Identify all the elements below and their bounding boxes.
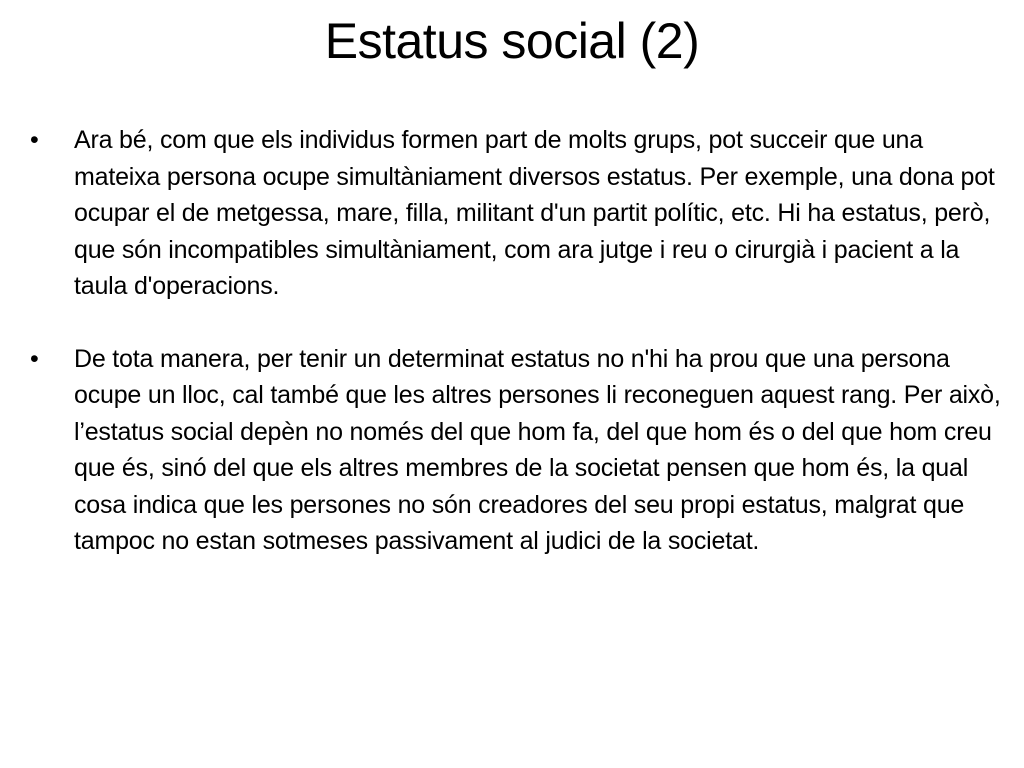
bullet-text: Ara bé, com que els individus formen part de molts grups, pot succeir que una mateixa persona ocupe simultàniament diversos estatus. Per exemple, una dona pot ocupar el de metgessa, mare, filla, militant d'un partit polític, etc. Hi ha estatus, però, que són incompatibles simultàniament, com ara jutge i reu o cirurgià i pacient a la taula d'operacions. xyxy=(74,126,995,300)
slide-title: Estatus social (2) xyxy=(324,13,700,69)
bullet-item-1 xyxy=(30,122,1010,305)
bullet-text: De tota manera, per tenir un determinat estatus no n'hi ha prou que una persona ocupe un lloc, cal també que les altres persones li reconeguen aquest rang. Per això, l’estatus social depèn no només del que hom fa, del que hom és o del que hom creu que és, sinó del que els altres membres de la societat pensen que hom és, la qual cosa indica que les persones no són creadores del seu propi estatus, malgrat que tampoc no estan sotmeses passivament al judici de la societat. xyxy=(74,344,1001,555)
bullet-list xyxy=(30,122,1010,560)
bullet-point-icon: • xyxy=(30,126,39,154)
bullet-point-icon: • xyxy=(30,344,39,373)
bullet-item-2 xyxy=(30,341,1010,560)
